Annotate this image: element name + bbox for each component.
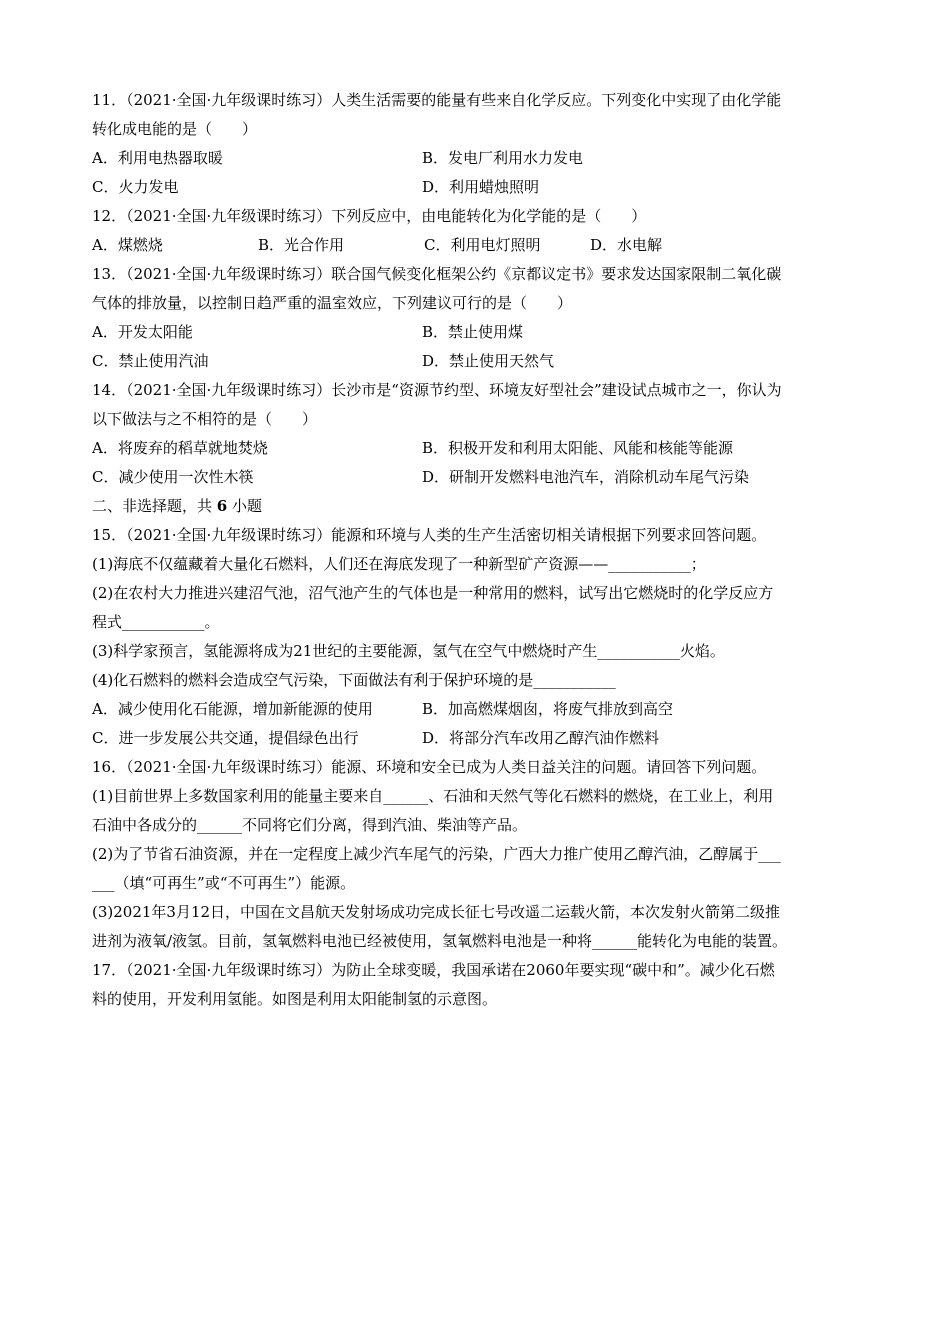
q11-options-row1 bbox=[92, 144, 862, 173]
q13-stem-line2: 气体的排放量，以控制日趋严重的温室效应，下列建议可行的是（ ） bbox=[92, 294, 573, 312]
q15-part2-line2: 程式___________。 bbox=[92, 613, 220, 631]
q11-stem-line2: 转化成电能的是（ ） bbox=[92, 120, 258, 138]
q12-options-row bbox=[92, 231, 862, 260]
q15-part4: (4)化石燃料的燃料会造成空气污染，下面做法有利于保护环境的是___________ bbox=[92, 671, 616, 689]
q14-option-d: D．研制开发燃料电池汽车，消除机动车尾气污染 bbox=[422, 468, 750, 486]
q16-part1-line1: (1)目前世界上多数国家利用的能量主要来自______、石油和天然气等化石燃料的燃烧，在工业上，利用 bbox=[92, 787, 774, 805]
q13-options-row1 bbox=[92, 318, 862, 347]
q12-option-a: A．煤燃烧 bbox=[92, 236, 163, 254]
section-heading-prefix: 二、非选择题，共 bbox=[92, 497, 213, 515]
q16-part1-line2: 石油中各成分的______不同将它们分离，得到汽油、柴油等产品。 bbox=[92, 816, 528, 834]
q17-stem-line2: 料的使用，开发利用氢能。如图是利用太阳能制氢的示意图。 bbox=[92, 990, 498, 1008]
q13-option-d: D．禁止使用天然气 bbox=[422, 352, 555, 370]
q15-options-row1 bbox=[92, 695, 862, 724]
q17-stem-line1: 17．（2021·全国·九年级课时练习）为防止全球变暖，我国承诺在2060年要实现“碳中和”。减少化石燃 bbox=[92, 961, 775, 979]
q16-part2-line2: ___（填“可再生”或“不可再生”）能源。 bbox=[92, 874, 356, 892]
q15-option-c: C．进一步发展公共交通，提倡绿色出行 bbox=[92, 729, 359, 747]
q11-option-a: A．利用电热器取暖 bbox=[92, 149, 223, 167]
section-heading bbox=[92, 492, 862, 521]
q13-option-b: B．禁止使用煤 bbox=[422, 323, 524, 341]
q14-option-b: B．积极开发和利用太阳能、风能和核能等能源 bbox=[422, 439, 734, 457]
q11-option-b: B．发电厂利用水力发电 bbox=[422, 149, 584, 167]
q15-part2-line1: (2)在农村大力推进兴建沼气池，沼气池产生的气体也是一种常用的燃料，试写出它燃烧时的化学反应方 bbox=[92, 584, 774, 602]
q12-stem-line1: 12．（2021·全国·九年级课时练习）下列反应中，由电能转化为化学能的是（ ） bbox=[92, 207, 647, 225]
q15-option-a: A．减少使用化石能源，增加新能源的使用 bbox=[92, 700, 373, 718]
q14-options-row2 bbox=[92, 463, 862, 492]
q13-option-a: A．开发太阳能 bbox=[92, 323, 193, 341]
q12-option-b: B．光合作用 bbox=[258, 236, 345, 254]
q15-stem-line1: 15．（2021·全国·九年级课时练习）能源和环境与人类的生产生活密切相关请根据下列要求回答问题。 bbox=[92, 526, 767, 544]
q14-stem-line2: 以下做法与之不相符的是（ ） bbox=[92, 410, 318, 428]
q14-stem-line1: 14．（2021·全国·九年级课时练习）长沙市是“资源节约型、环境友好型社会”建设试点城市之一，你认为 bbox=[92, 381, 782, 399]
q15-option-b: B．加高燃煤烟囱，将废气排放到高空 bbox=[422, 700, 674, 718]
q16-stem-line1: 16．（2021·全国·九年级课时练习）能源、环境和安全已成为人类日益关注的问题。请回答下列问题。 bbox=[92, 758, 767, 776]
q14-option-c: C．减少使用一次性木筷 bbox=[92, 468, 254, 486]
q11-option-c: C．火力发电 bbox=[92, 178, 179, 196]
q15-part3: (3)科学家预言，氢能源将成为21世纪的主要能源，氢气在空气中燃烧时产生___________火焰。 bbox=[92, 642, 725, 660]
q15-part1: (1)海底不仅蕴藏着大量化石燃料，人们还在海底发现了一种新型矿产资源——___________； bbox=[92, 555, 706, 573]
section-question-count: 6 bbox=[216, 497, 228, 515]
q13-option-c: C．禁止使用汽油 bbox=[92, 352, 209, 370]
section-heading-suffix: 小题 bbox=[232, 497, 263, 515]
q11-option-d: D．利用蜡烛照明 bbox=[422, 178, 540, 196]
q15-option-d: D．将部分汽车改用乙醇汽油作燃料 bbox=[422, 729, 660, 747]
q13-options-row2 bbox=[92, 347, 862, 376]
q13-stem-line1: 13．（2021·全国·九年级课时练习）联合国气候变化框架公约《京都议定书》要求发达国家限制二氧化碳 bbox=[92, 265, 782, 283]
q16-part3-line1: (3)2021年3月12日，中国在文昌航天发射场成功完成长征七号改遥二运载火箭，本次发射火箭第二级推 bbox=[92, 903, 781, 921]
q11-stem-line1: 11．（2021·全国·九年级课时练习）人类生活需要的能量有些来自化学反应。下列变化中实现了由化学能 bbox=[92, 91, 782, 109]
document-page bbox=[92, 86, 862, 1014]
q11-options-row2 bbox=[92, 173, 862, 202]
q14-options-row1 bbox=[92, 434, 862, 463]
q16-part2-line1: (2)为了节省石油资源，并在一定程度上减少汽车尾气的污染，广西大力推广使用乙醇汽油，乙醇属于___ bbox=[92, 845, 781, 863]
q12-option-c: C．利用电灯照明 bbox=[424, 236, 541, 254]
q16-part3-line2: 进剂为液氧/液氢。目前，氢氧燃料电池已经被使用，氢氧燃料电池是一种将______能转化为电能的装置。 bbox=[92, 932, 788, 950]
q12-option-d: D．水电解 bbox=[590, 236, 663, 254]
q14-option-a: A．将废弃的稻草就地焚烧 bbox=[92, 439, 268, 457]
q15-options-row2 bbox=[92, 724, 862, 753]
